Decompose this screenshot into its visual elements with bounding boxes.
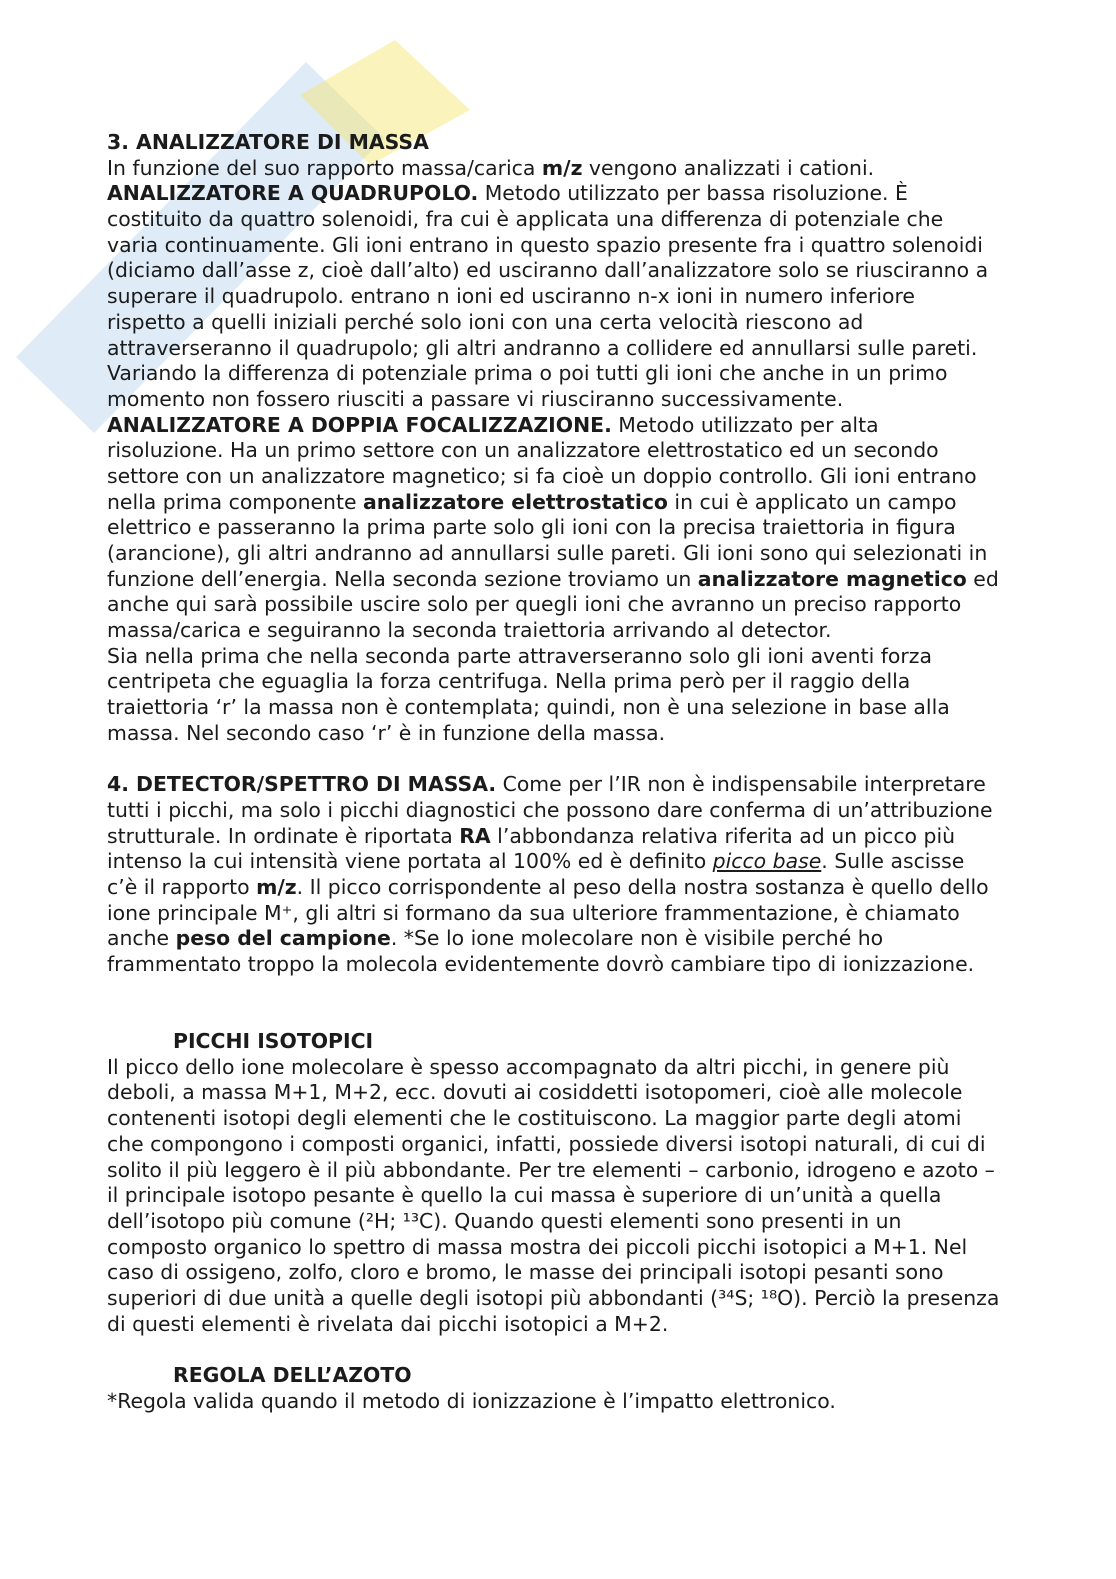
text-line: dell’isotopo più comune (²H; ¹³C). Quando questi elementi sono presenti in un — [107, 1208, 902, 1233]
text-line: *Regola valida quando il metodo di ionizzazione è l’impatto elettronico. — [107, 1388, 836, 1413]
mz-term: m/z — [256, 874, 297, 899]
paragraph-spacer — [107, 978, 999, 1004]
text-line — [107, 413, 999, 439]
text-line — [107, 875, 999, 901]
text-segment: strutturale. In ordinate è riportata — [107, 823, 460, 848]
paragraph-spacer — [107, 1337, 999, 1363]
text-line — [107, 181, 999, 207]
conclusion-paragraph — [107, 644, 999, 747]
text-line: deboli, a massa M+1, M+2, ecc. dovuti ai cosiddetti isotopomeri, cioè alle molecole — [107, 1080, 963, 1105]
text-line — [107, 772, 999, 798]
mz-term: m/z — [541, 155, 583, 180]
text-line: elettrico e passeranno la prima parte solo gli ioni con la precisa traiettoria in figura — [107, 515, 956, 540]
text-segment: intenso la cui intensità viene portata al 100% ed è definito — [107, 849, 713, 874]
text-line: Variando la differenza di potenziale prima o poi tutti gli ioni che anche in un primo — [107, 361, 948, 386]
text-line: il principale isotopo pesante è quello la cui massa è superiore di un’unità a quella — [107, 1183, 942, 1208]
text-line: (diciamo dall’asse z, cioè dall’alto) ed usciranno dall’analizzatore solo se riusciranno a — [107, 258, 989, 283]
text-line: risoluzione. Ha un primo settore con un analizzatore elettrostatico ed un secondo — [107, 438, 939, 463]
double-focusing-title: ANALIZZATORE A DOPPIA FOCALIZZAZIONE. — [107, 412, 612, 437]
text-line: ione principale M⁺, gli altri si formano da sua ulteriore frammentazione, è chiamato — [107, 900, 960, 925]
magnetic-analyzer-term: analizzatore magnetico — [697, 566, 967, 591]
isotopic-peaks-heading: PICCHI ISOTOPICI — [173, 1029, 374, 1054]
text-line — [107, 849, 999, 875]
text-line: di questi elementi è rivelata dai picchi isotopici a M+2. — [107, 1311, 669, 1336]
text-segment: l’abbondanza relativa riferita ad un picco più — [490, 823, 956, 848]
text-line: anche qui sarà possibile uscire solo per quegli ioni che avranno un preciso rapporto — [107, 592, 962, 617]
text-line: Sia nella prima che nella seconda parte attraverseranno solo gli ioni aventi forza — [107, 643, 932, 668]
text-segment: vengono analizzati i cationi. — [582, 155, 875, 180]
section-3-heading: 3. ANALIZZATORE DI MASSA — [107, 130, 429, 154]
text-line: solito il più leggero è il più abbondante. Per tre elementi – carbonio, idrogeno e azoto – — [107, 1157, 995, 1182]
text-line — [107, 567, 999, 593]
document-body — [107, 130, 999, 1414]
paragraph-spacer — [107, 1003, 999, 1029]
text-line — [107, 824, 999, 850]
text-line — [107, 926, 999, 952]
sample-weight-term: peso del campione — [175, 926, 391, 951]
isotopic-peaks-paragraph — [107, 1055, 999, 1338]
nitrogen-rule-heading: REGOLA DELL’AZOTO — [173, 1363, 412, 1387]
text-line: caso di ossigeno, zolfo, cloro e bromo, le masse dei principali isotopi pesanti sono — [107, 1260, 944, 1285]
text-segment: . *Se lo ione molecolare non è visibile perché ho — [390, 926, 884, 951]
text-segment: Metodo utilizzato per bassa risoluzione. È — [478, 181, 908, 206]
ra-term: RA — [459, 823, 491, 848]
text-line: composto organico lo spettro di massa mostra dei piccoli picchi isotopici a M+1. Nel — [107, 1234, 968, 1259]
electrostatic-analyzer-term: analizzatore elettrostatico — [363, 489, 668, 514]
quadrupole-paragraph — [107, 181, 999, 412]
section-3-intro — [107, 156, 999, 182]
text-segment: Metodo utilizzato per alta — [611, 412, 879, 437]
text-line: attraverseranno il quadrupolo; gli altri andranno a collidere ed annullarsi sulle pareti. — [107, 335, 978, 360]
section-4-paragraph — [107, 772, 999, 978]
text-line: massa/carica e seguiranno la seconda traiettoria arrivando al detector. — [107, 618, 832, 643]
text-line: superiori di due unità a quelle degli isotopi più abbondanti (³⁴S; ¹⁸O). Perciò la presenza — [107, 1285, 1000, 1310]
text-line: varia continuamente. Gli ioni entrano in questo spazio presente fra i quattro solenoidi — [107, 232, 983, 257]
text-line: contenenti isotopi degli elementi che le costituiscono. La maggior parte degli atomi — [107, 1106, 962, 1131]
base-peak-term: picco base — [712, 849, 822, 874]
text-line: massa. Nel secondo caso ‘r’ è in funzione della massa. — [107, 720, 666, 745]
section-4-title: 4. DETECTOR/SPETTRO DI MASSA. — [107, 772, 497, 797]
text-line: costituito da quattro solenoidi, fra cui è applicata una differenza di potenziale che — [107, 207, 944, 232]
text-segment: anche — [107, 926, 176, 951]
paragraph-spacer — [107, 747, 999, 773]
text-line: centripeta che eguaglia la forza centrifuga. Nella prima però per il raggio della — [107, 669, 911, 694]
text-segment: funzione dell’energia. Nella seconda sezione troviamo un — [107, 566, 698, 591]
text-line: rispetto a quelli iniziali perché solo ioni con una certa velocità riescono ad — [107, 309, 864, 334]
text-line: che compongono i composti organici, infatti, possiede diversi isotopi naturali, di cui di — [107, 1131, 986, 1156]
text-line: traiettoria ‘r’ la massa non è contemplata; quindi, non è una selezione in base alla — [107, 695, 950, 720]
text-line: momento non fossero riusciti a passare vi riusciranno successivamente. — [107, 386, 844, 411]
text-line — [107, 490, 999, 516]
text-segment: . Sulle ascisse — [821, 849, 965, 874]
quadrupole-title: ANALIZZATORE A QUADRUPOLO. — [107, 181, 479, 206]
text-segment: nella prima componente — [107, 489, 363, 514]
text-line: superare il quadrupolo. entrano n ioni ed usciranno n-x ioni in numero inferiore — [107, 284, 915, 309]
text-line: settore con un analizzatore magnetico; si fa cioè un doppio controllo. Gli ioni entrano — [107, 463, 977, 488]
text-segment: c’è il rapporto — [107, 874, 257, 899]
text-segment: in cui è applicato un campo — [667, 489, 957, 514]
text-segment: In funzione del suo rapporto massa/carica — [107, 155, 542, 180]
text-line: frammentato troppo la molecola evidentemente dovrò cambiare tipo di ionizzazione. — [107, 952, 975, 976]
text-segment: Come per l’IR non è indispensabile interpretare — [496, 772, 986, 797]
text-segment: . Il picco corrispondente al peso della nostra sostanza è quello dello — [296, 874, 989, 899]
text-line: (arancione), gli altri andranno ad annullarsi sulle pareti. Gli ioni sono qui selezionati in — [107, 541, 988, 565]
double-focusing-paragraph — [107, 413, 999, 644]
text-line: Il picco dello ione molecolare è spesso accompagnato da altri picchi, in genere più — [107, 1054, 950, 1079]
text-segment: ed — [966, 566, 999, 591]
text-line: tutti i picchi, ma solo i picchi diagnostici che possono dare conferma di un’attribuzione — [107, 797, 993, 822]
